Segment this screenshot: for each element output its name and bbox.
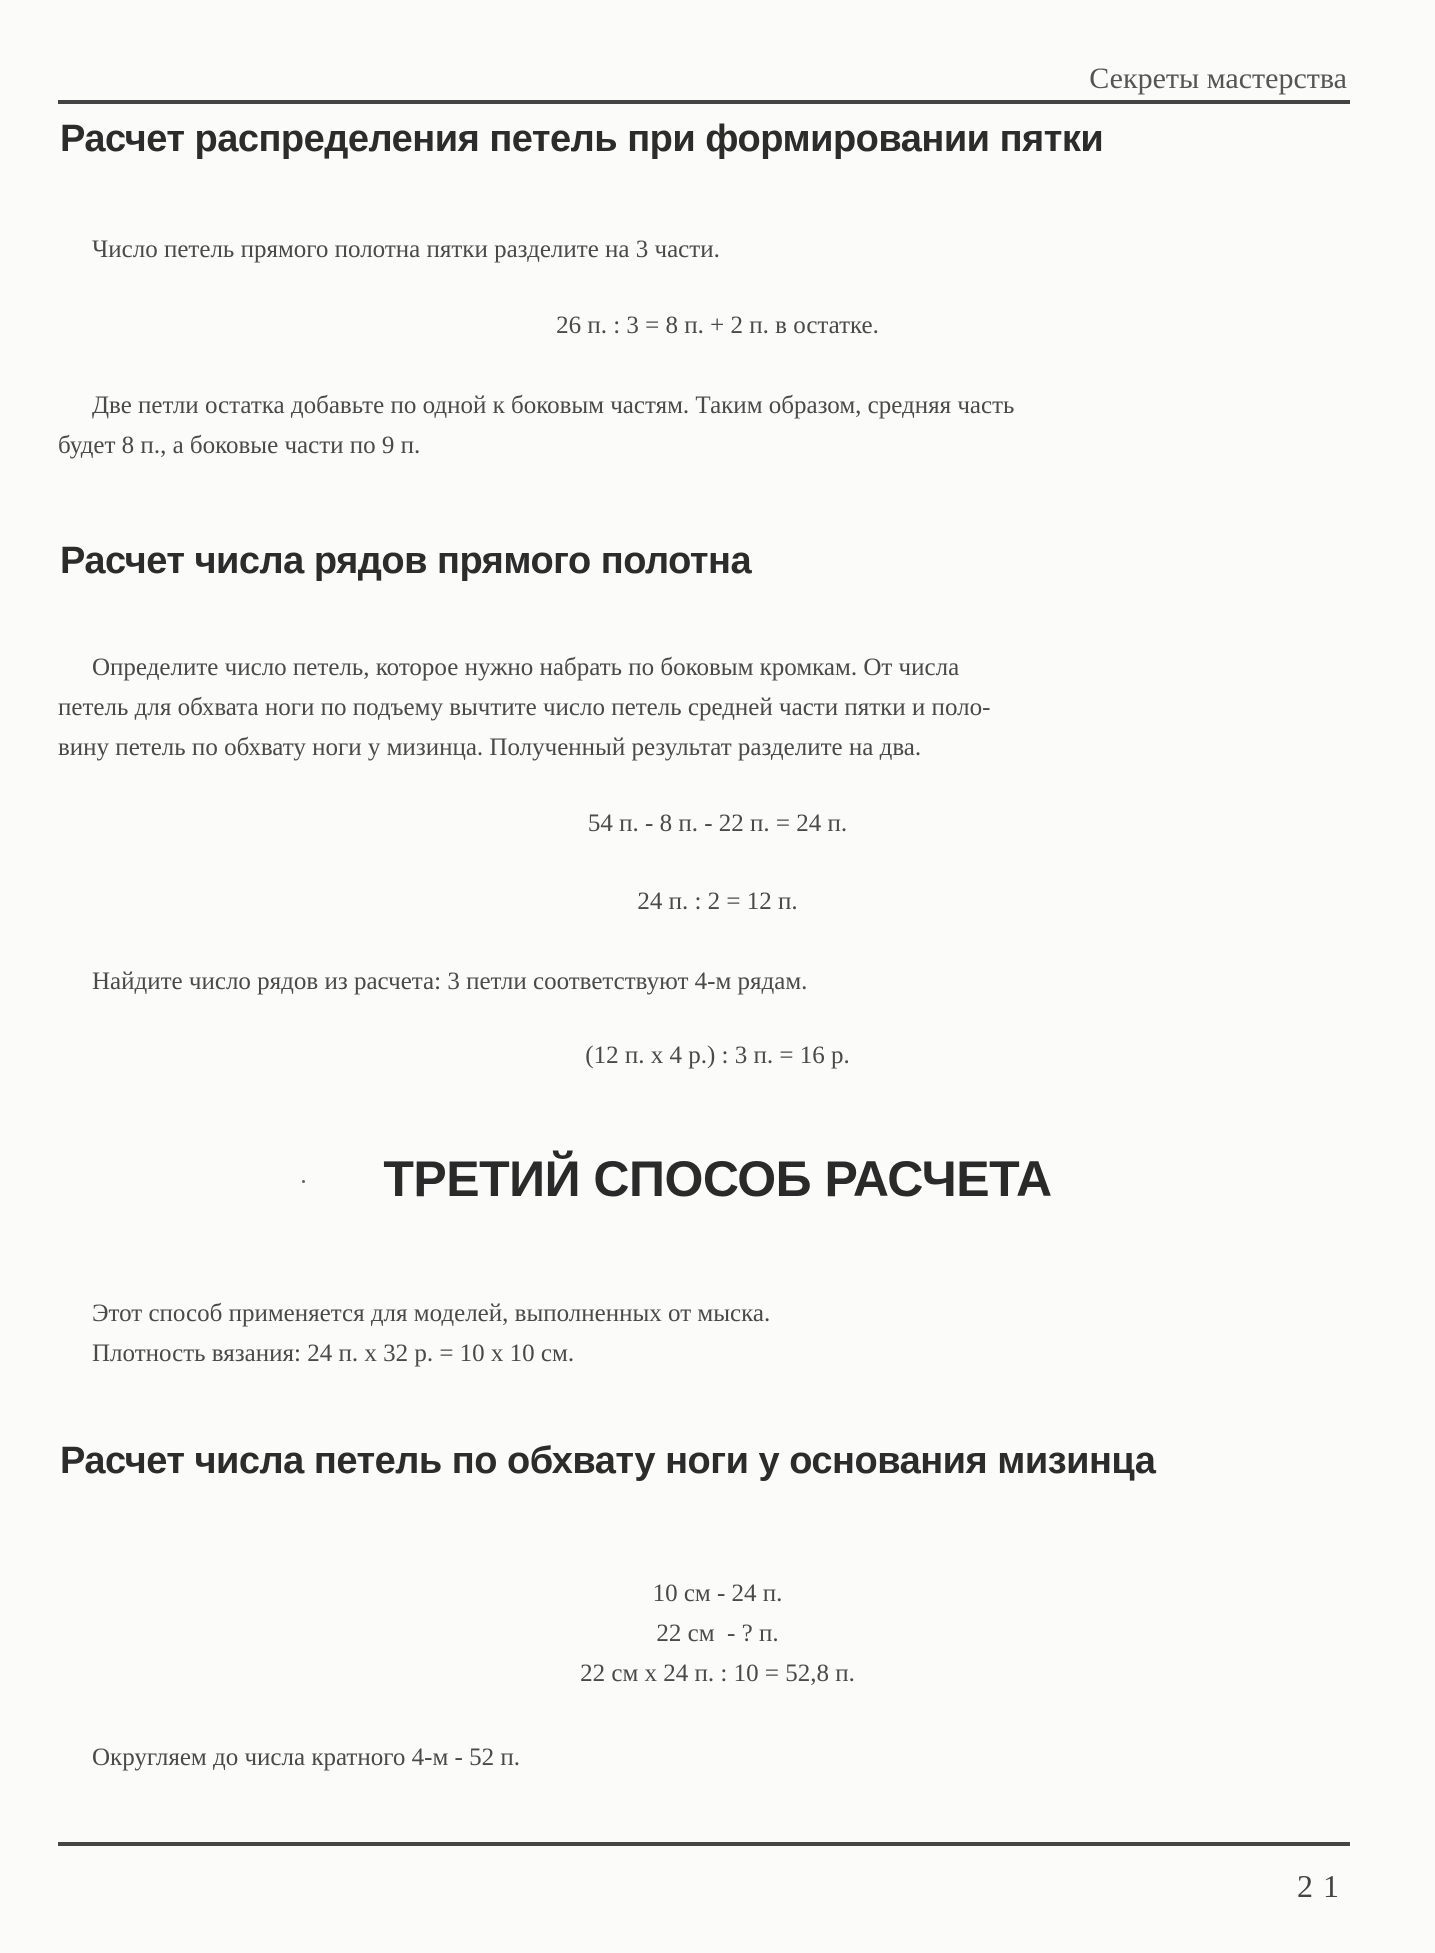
rows-para-line-3: вину петель по обхвату ноги у мизинца. Полученный результат разделите на два. [58, 734, 922, 761]
rows-ratio-text: Найдите число рядов из расчета: 3 петли соответствуют 4-м рядам. [92, 968, 808, 995]
rows-formula-3: (12 п. x 4 р.) : 3 п. = 16 р. [585, 1042, 850, 1069]
page-number: 21 [1297, 1868, 1349, 1904]
heading-heel-distribution: Расчет распределения петель при формировании пятки [60, 118, 1104, 160]
top-rule [58, 100, 1350, 104]
girth-formula-1: 10 см - 24 п. [652, 1580, 783, 1607]
rows-formula-1: 54 п. - 8 п. - 22 п. = 24 п. [587, 810, 848, 837]
heading-little-toe-girth: Расчет числа петель по обхвату ноги у основания мизинца [60, 1440, 1156, 1482]
girth-formula-2: 22 см - ? п. [656, 1620, 779, 1647]
rows-para-line-1: Определите число петель, которое нужно набрать по боковым кромкам. От числа [92, 654, 960, 681]
heel-para-line-2: будет 8 п., а боковые части по 9 п. [58, 432, 421, 459]
third-method-line-1: Этот способ применяется для моделей, выполненных от мыска. [92, 1300, 771, 1327]
girth-formula-3: 22 см x 24 п. : 10 = 52,8 п. [580, 1660, 855, 1687]
rounding-text: Округляем до числа кратного 4-м - 52 п. [92, 1744, 520, 1771]
heel-para-line-1: Две петли остатка добавьте по одной к боковым частям. Таким образом, средняя часть [92, 392, 1015, 419]
running-head: Секреты мастерства [1089, 62, 1347, 95]
rows-formula-2: 24 п. : 2 = 12 п. [637, 888, 798, 915]
heading-third-method: ТРЕТИЙ СПОСОБ РАСЧЕТА [383, 1151, 1052, 1207]
heading-straight-rows: Расчет числа рядов прямого полотна [60, 540, 752, 582]
bottom-rule [58, 1842, 1350, 1846]
rows-para-line-2: петель для обхвата ноги по подъему вычтите число петель средней части пятки и поло- [58, 694, 991, 721]
heel-intro-text: Число петель прямого полотна пятки разделите на 3 части. [92, 236, 720, 263]
heel-formula: 26 п. : 3 = 8 п. + 2 п. в остатке. [556, 312, 879, 339]
third-method-line-2: Плотность вязания: 24 п. x 32 р. = 10 x 10 см. [92, 1340, 575, 1367]
